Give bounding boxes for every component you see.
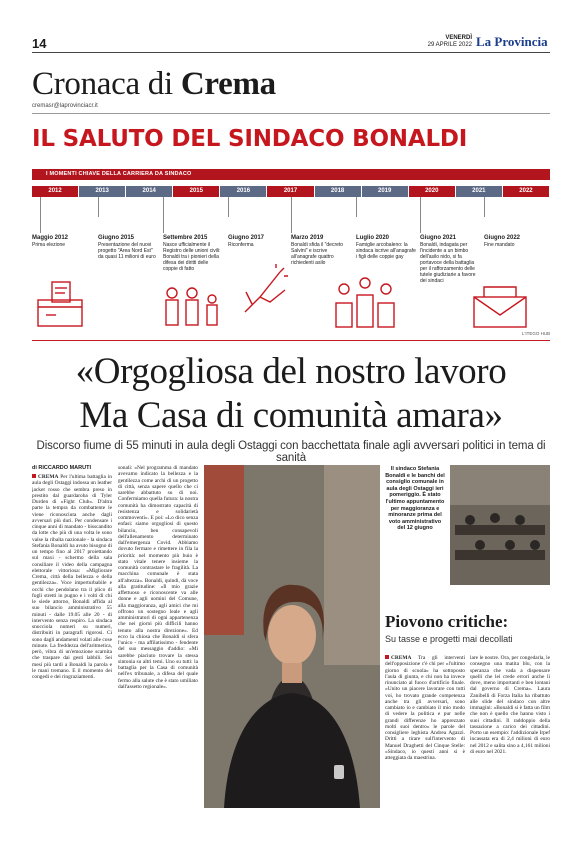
- timeline-tick: [228, 197, 229, 217]
- event-text: Bonaldi sfida il "decreto Salvini" e iscrive all'anagrafe quattro richiedenti asilo: [291, 242, 344, 266]
- timeline-tick: [40, 197, 41, 233]
- dateline: CREMA: [391, 655, 412, 661]
- timeline-tick: [420, 197, 421, 233]
- timeline-tick: [291, 197, 292, 233]
- event-text: Famiglie arcobaleno: la sindaca iscrive all'anagrafe i figli delle coppie gay: [356, 242, 416, 260]
- timeline-year: 2019: [362, 186, 408, 197]
- article-column: lare le nostre. Ora, per congedarla, le consegno una matita blu, con la speranza che vada a dispensare quelli che lei crede errori anche lì dove, meno importanti e ben lontani dal governo di Crema». Laura Zanibelli di Forza Italia ha ribattuto alle slide del sindaco con altre immagini: «Bonaldi si è fatta un film che non è quello che hanno visto i suoi cittadini. Il raddoppio della tassazione a carico dei cittadini. Porto un esempio: l'addizionale Irpef incassata era di 2,4 milioni di euro nel 2012 e salita sino a 4,161 milioni di euro nel 2021.: [470, 655, 550, 755]
- timeline-event: [163, 235, 223, 272]
- event-title: Marzo 2019: [291, 235, 324, 241]
- timeline-tick: [484, 197, 485, 217]
- event-title: Settembre 2015: [163, 235, 208, 241]
- timeline-event: [420, 235, 480, 284]
- article-headline: [32, 350, 550, 438]
- timeline-event: [32, 235, 92, 248]
- timeline-divider: [32, 340, 550, 341]
- family-figures-icon: [160, 285, 230, 330]
- page-number: 14: [32, 36, 47, 51]
- timeline-bar: [32, 169, 550, 180]
- weekday: VENERDÌ: [445, 35, 472, 41]
- event-title: Giugno 2017: [228, 235, 265, 241]
- article-column: [32, 474, 112, 814]
- section-divider: [32, 113, 550, 114]
- timeline-event: [484, 235, 544, 248]
- envelope-icon: [470, 285, 532, 330]
- timeline-years: [32, 186, 550, 197]
- event-text: Nasce ufficialmente il Registro delle unioni civili: Bonaldi tra i pionieri della difesa dei diritti delle coppie di fatto: [163, 242, 221, 272]
- timeline-tick: [163, 197, 164, 233]
- headline-line-1: «Orgogliosa del nostro lavoro: [75, 351, 507, 392]
- sidebar-title: Piovono critiche:: [385, 612, 509, 631]
- main-heading: IL SALUTO DEL SINDACO BONALDI: [32, 126, 468, 152]
- timeline-event: [356, 235, 416, 260]
- mayor-portrait-icon: [204, 465, 380, 808]
- timeline-event: [228, 235, 288, 248]
- event-text: Fine mandato: [484, 242, 515, 248]
- graphic-credit: L'ITEGO HUB: [522, 331, 551, 336]
- article-standfirst: Discorso fiume di 55 minuti in aula degli Ostaggi con bacchettata finale agli avversari politici in tema di sanità: [36, 440, 546, 464]
- sidebar-subtitle: Su tasse e progetti mai decollati: [385, 634, 513, 644]
- square-bullet-icon: [385, 655, 389, 659]
- podium-figures-icon: [330, 275, 400, 330]
- section-title: [32, 66, 276, 102]
- timeline-year: 2020: [409, 186, 455, 197]
- event-text: Prima elezione: [32, 242, 66, 248]
- timeline-bar-label: I MOMENTI CHIAVE DELLA CARRIERA DA SINDACO: [46, 171, 192, 177]
- photo-caption: Il sindaco Stefania Bonaldi e le banchi del consiglio comunale in aula degli Ostaggi ieri pomeriggio. È stato l'ultimo appuntamento per maggioranza e minoranze prima del voto amministrativo del 12 giugno: [385, 466, 445, 532]
- timeline-ticks: [32, 197, 550, 233]
- article-column: [385, 655, 465, 813]
- event-title: Giugno 2021: [420, 235, 457, 241]
- issue-date: [420, 35, 472, 49]
- section-title-light: Cronaca di: [32, 66, 173, 102]
- timeline-year: 2017: [267, 186, 313, 197]
- ballot-box-icon: [32, 280, 92, 330]
- timeline-year: 2022: [503, 186, 549, 197]
- section-title-bold: Crema: [180, 66, 276, 102]
- column-text: Tra gli interventi dell'opposizione c'è chi per «l'ultimo giorno di scuola» ha sottoposto l'aula di giunta, e chi non ha invece rinunciato al fuoco d'artificio finale. «Unito un piacere lavorare con tutti voi, ho trovato grande competenza anche tra gli avversari, sono cambiato io e cambiato il mio modo di vedere la politica e pur nelle grandi differenze ho apprezzato molti suoi dentro» le parole del consigliere leghista Andrea Agazzi. Dritti a tirare sull'intervento di Manuel Draghetti del Cinque Stelle: «Sindaco, io questi anni si è atteggiata da maestrina.: [385, 655, 465, 761]
- council-photo: [450, 465, 550, 585]
- timeline-tick: [356, 197, 357, 217]
- mayor-photo: [204, 465, 380, 808]
- event-title: Maggio 2012: [32, 235, 69, 241]
- timeline-year: 2016: [220, 186, 266, 197]
- timeline-year: 2018: [315, 186, 361, 197]
- dateline: CREMA: [38, 474, 59, 480]
- date-text: 29 APRILE 2022: [427, 42, 472, 48]
- timeline-event: [98, 235, 158, 260]
- header-divider: [32, 52, 550, 53]
- timeline-year: 2015: [173, 186, 219, 197]
- square-bullet-icon: [32, 474, 36, 478]
- newspaper-logo: La Provincia: [476, 34, 548, 49]
- timeline-year: 2013: [79, 186, 125, 197]
- event-text: Riconferma: [228, 242, 254, 248]
- timeline-year: 2012: [32, 186, 78, 197]
- timeline-event: [291, 235, 351, 266]
- event-title: Giugno 2015: [98, 235, 135, 241]
- section-email[interactable]: cremasr@laprovinciacr.it: [32, 103, 98, 109]
- pointing-hand-icon: [240, 262, 290, 322]
- event-text: Presentazione del nuovi progetto "Area Nord Est" da quasi 11 milioni di euro: [98, 242, 156, 260]
- event-title: Luglio 2020: [356, 235, 390, 241]
- event-title: Giugno 2022: [484, 235, 521, 241]
- byline: di RICCARDO MARUTI: [32, 465, 91, 471]
- timeline-year: 2014: [126, 186, 172, 197]
- column-text: Per l'ultima battaglia in aula degli Ostaggi indossa un leather jacket rosso che sembra preso in prestito dal guardaroba di Tyler Durden di «Fight Club». D'altra parte la tempra da combattente le viene riconosciuta anche dagli avversari più duri. Per condensare i cinque anni di mandato - bisscandito da lotte che più di una volta le sono valse la ribalta nazionale - la sindaca Stefania Bonaldi ha avuto bisogno di un tempo fino al 2017 proiettando sul maxi - schermo della sala consiliare il video della campagna elettorale vittoriosa: «Migliorare Crema, città della bellezza e della gentilezza». Voce imperturbabile e occhi che pendolano tra il plico di fogli stretti in pugno e i volti di chi le siede attorno, Bonaldi affida al suo bilancio amministrativo 55 minuti - dalle 19.05 alle 20 - di intervento senza respiro. La sindaca snocciola numeri su numeri, distribuiti in paragrafi rigorosi. Ci sono dagli andamenti volati alle cose minute. La freddezza dell'aritmetica, però, vibra di un'emozione scarnita che traspare dai gesti labbili. Sei mesi più tardi a Bonaldi la parola e le mani tremano. E il momento dei congedi e dei ringraziamenti.: [32, 474, 112, 680]
- timeline-year: 2021: [456, 186, 502, 197]
- timeline-tick: [98, 197, 99, 217]
- event-text: Bonaldi, indagata per l'incidente a un bimbo dell'asilo nido, si fa portavoce della battaglia per il rafforzamento delle tutele giudiziarie a favore dei sindaci: [420, 242, 476, 284]
- council-chamber-icon: [450, 465, 550, 585]
- headline-line-2: Ma Casa di comunità amara»: [79, 395, 503, 436]
- article-column: sonali: «Nel programma di mandato avevamo indicato la bellezza e la gentilezza come archi di un progetto di città, senza sapere quello che ci sarebbe abbattuto su di noi. Confermiamo quella futura: la nostra comunità ha dimostrato capacità di resistenza e solidarietà commoventi». E poi: «Lo dico senza enfasi: siamo orgogliosi di questo bilancio, ben consapevoli dell'allenamento determinato dall'emergenza Covid. Abbiamo dovuto fermare e rimettere in fila la priorità: nel momento più buio è stato vitale tenere insieme la comunità contrastare le fragilità. La macchina comunale è stata all'altezza». Bonaldi, quindi, dà voce alla gratitudine: «Il mio grazie affettuoso e riconoscente va alle donne e agli uomini del Comune, alla maggioranza, agli amici che mi offrono un sostegno leale e agli amministratori di ogni appartenenza che nei giorni più difficili hanno tenuto alla nostra direzione». Ed ecco la chiosa che Bonaldi si sfera l'unico - ma affilatissimo - fendente del suo messaggio d'addio: «Mi sarebbe piaciuto trovare la stessa sintonia su altri temi. Uno su tutti: la battaglia per la Casa di comunità nell'ex tribunale, a difesa del quale fermo alla salute che è stato umiliato dall'assetto regionale».: [118, 465, 198, 690]
